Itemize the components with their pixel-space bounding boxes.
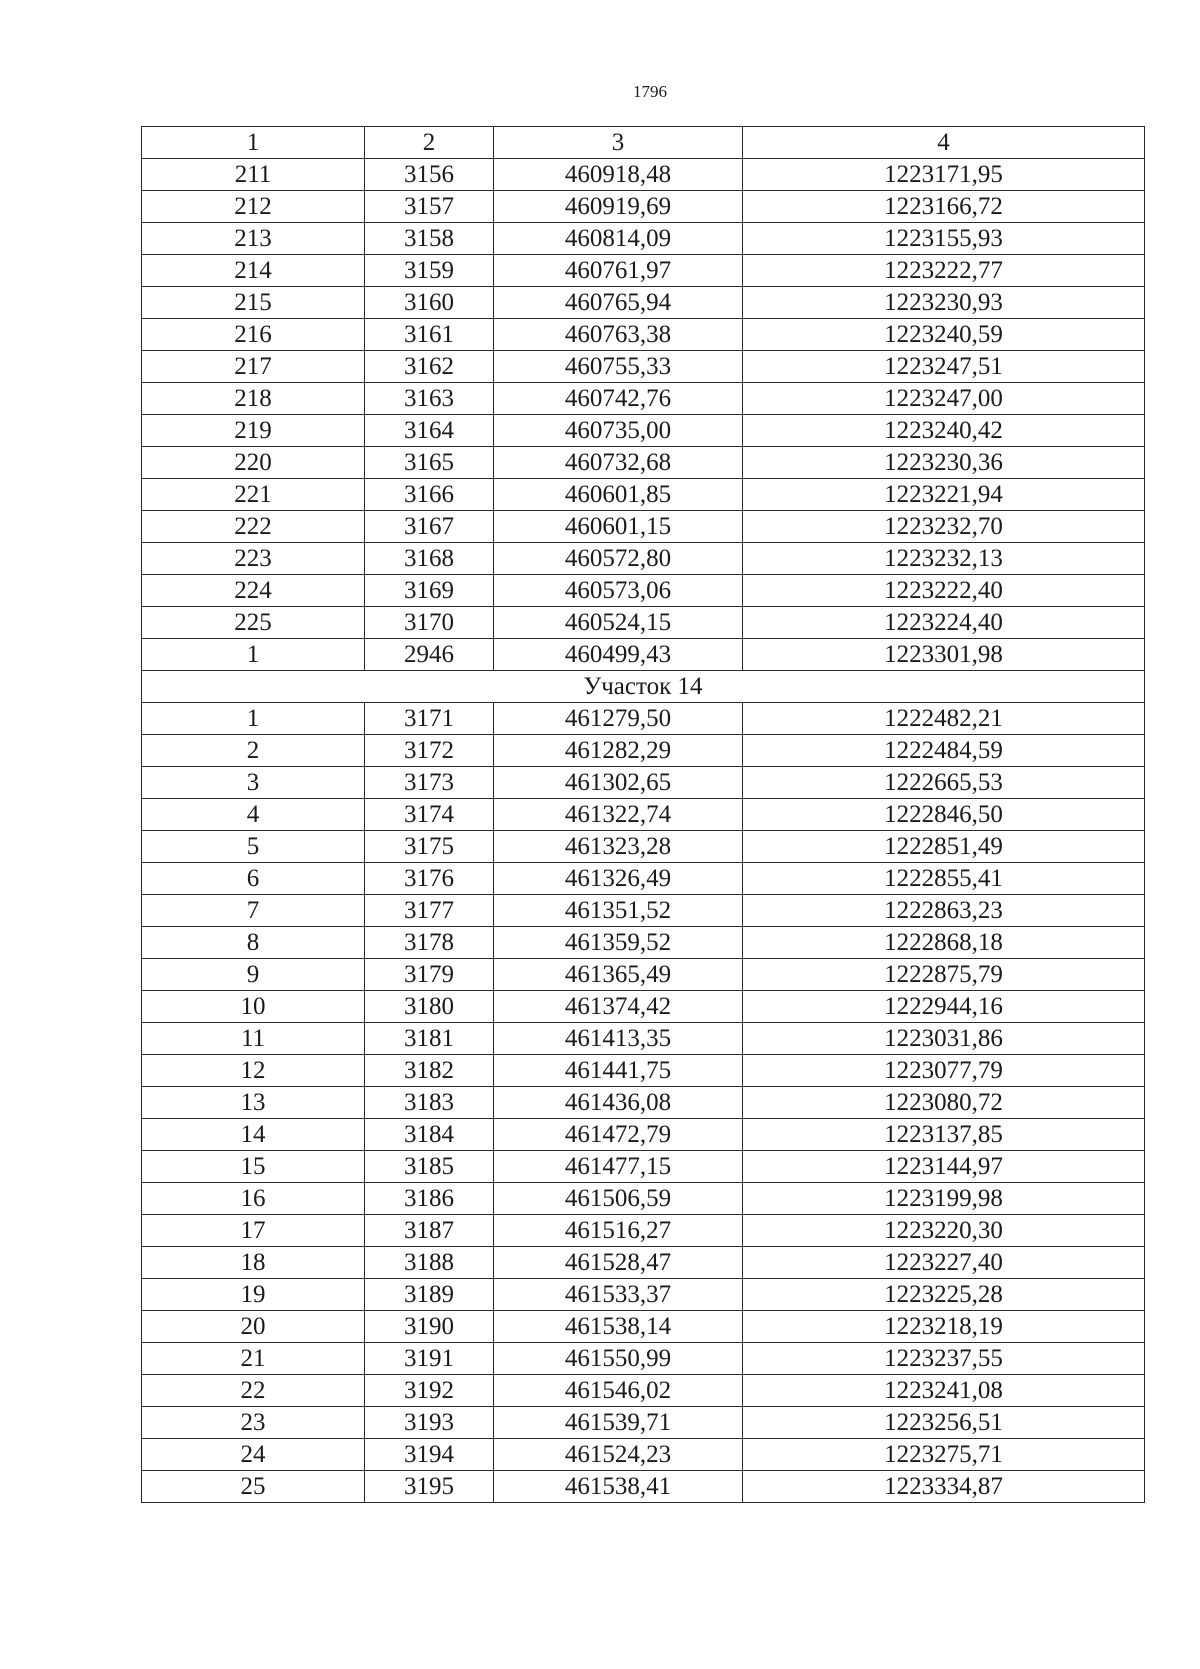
point-number-cell: 18: [142, 1247, 365, 1279]
table-row: [142, 927, 1145, 959]
x-coordinate-cell: 461282,29: [494, 735, 743, 767]
header-cell-3: 3: [494, 127, 743, 159]
y-coordinate-cell: 1223232,70: [743, 511, 1145, 543]
point-id-cell: 3161: [365, 319, 494, 351]
y-coordinate-cell: 1223227,40: [743, 1247, 1145, 1279]
x-coordinate-cell: 461279,50: [494, 703, 743, 735]
point-number-cell: 219: [142, 415, 365, 447]
y-coordinate-cell: 1222855,41: [743, 863, 1145, 895]
x-coordinate-cell: 460761,97: [494, 255, 743, 287]
point-id-cell: 3156: [365, 159, 494, 191]
table-row: [142, 479, 1145, 511]
y-coordinate-cell: 1223230,36: [743, 447, 1145, 479]
point-number-cell: 17: [142, 1215, 365, 1247]
point-number-cell: 11: [142, 1023, 365, 1055]
table-header-row: [142, 127, 1145, 159]
table-row: [142, 799, 1145, 831]
point-id-cell: 3190: [365, 1311, 494, 1343]
point-number-cell: 19: [142, 1279, 365, 1311]
y-coordinate-cell: 1223232,13: [743, 543, 1145, 575]
table-row: [142, 1183, 1145, 1215]
x-coordinate-cell: 461322,74: [494, 799, 743, 831]
point-number-cell: 7: [142, 895, 365, 927]
x-coordinate-cell: 460601,15: [494, 511, 743, 543]
point-number-cell: 211: [142, 159, 365, 191]
y-coordinate-cell: 1223275,71: [743, 1439, 1145, 1471]
point-number-cell: 225: [142, 607, 365, 639]
x-coordinate-cell: 460755,33: [494, 351, 743, 383]
point-id-cell: 3170: [365, 607, 494, 639]
x-coordinate-cell: 460572,80: [494, 543, 743, 575]
table-row: [142, 575, 1145, 607]
point-number-cell: 222: [142, 511, 365, 543]
x-coordinate-cell: 460763,38: [494, 319, 743, 351]
y-coordinate-cell: 1223240,42: [743, 415, 1145, 447]
point-number-cell: 5: [142, 831, 365, 863]
table-row: [142, 319, 1145, 351]
point-number-cell: 215: [142, 287, 365, 319]
x-coordinate-cell: 461546,02: [494, 1375, 743, 1407]
point-id-cell: 3163: [365, 383, 494, 415]
table-row: [142, 735, 1145, 767]
point-id-cell: 3186: [365, 1183, 494, 1215]
point-number-cell: 2: [142, 735, 365, 767]
y-coordinate-cell: 1223166,72: [743, 191, 1145, 223]
point-number-cell: 24: [142, 1439, 365, 1471]
x-coordinate-cell: 461374,42: [494, 991, 743, 1023]
point-number-cell: 13: [142, 1087, 365, 1119]
y-coordinate-cell: 1223222,77: [743, 255, 1145, 287]
x-coordinate-cell: 461323,28: [494, 831, 743, 863]
point-id-cell: 3182: [365, 1055, 494, 1087]
point-id-cell: 3181: [365, 1023, 494, 1055]
point-number-cell: 216: [142, 319, 365, 351]
point-id-cell: 3185: [365, 1151, 494, 1183]
y-coordinate-cell: 1223171,95: [743, 159, 1145, 191]
point-id-cell: 3179: [365, 959, 494, 991]
header-cell-1: 1: [142, 127, 365, 159]
table-row: [142, 991, 1145, 1023]
point-number-cell: 9: [142, 959, 365, 991]
point-number-cell: 214: [142, 255, 365, 287]
x-coordinate-cell: 460732,68: [494, 447, 743, 479]
y-coordinate-cell: 1222482,21: [743, 703, 1145, 735]
section-title: Участок 14: [142, 671, 1145, 703]
y-coordinate-cell: 1223237,55: [743, 1343, 1145, 1375]
table-row: [142, 703, 1145, 735]
point-number-cell: 25: [142, 1471, 365, 1503]
point-number-cell: 12: [142, 1055, 365, 1087]
point-number-cell: 218: [142, 383, 365, 415]
y-coordinate-cell: 1223240,59: [743, 319, 1145, 351]
y-coordinate-cell: 1223144,97: [743, 1151, 1145, 1183]
y-coordinate-cell: 1222851,49: [743, 831, 1145, 863]
point-id-cell: 3168: [365, 543, 494, 575]
table-row: [142, 895, 1145, 927]
x-coordinate-cell: 460601,85: [494, 479, 743, 511]
y-coordinate-cell: 1223137,85: [743, 1119, 1145, 1151]
table-row: [142, 415, 1145, 447]
x-coordinate-cell: 461359,52: [494, 927, 743, 959]
x-coordinate-cell: 461528,47: [494, 1247, 743, 1279]
table-row: [142, 1311, 1145, 1343]
point-number-cell: 23: [142, 1407, 365, 1439]
y-coordinate-cell: 1223221,94: [743, 479, 1145, 511]
x-coordinate-cell: 461351,52: [494, 895, 743, 927]
table-row: [142, 1215, 1145, 1247]
point-number-cell: 8: [142, 927, 365, 959]
table-row: [142, 1087, 1145, 1119]
point-id-cell: 3172: [365, 735, 494, 767]
point-number-cell: 212: [142, 191, 365, 223]
point-number-cell: 21: [142, 1343, 365, 1375]
x-coordinate-cell: 461413,35: [494, 1023, 743, 1055]
table-row: [142, 223, 1145, 255]
point-id-cell: 3192: [365, 1375, 494, 1407]
x-coordinate-cell: 461538,14: [494, 1311, 743, 1343]
table-row: [142, 1343, 1145, 1375]
y-coordinate-cell: 1222665,53: [743, 767, 1145, 799]
x-coordinate-cell: 461550,99: [494, 1343, 743, 1375]
x-coordinate-cell: 460499,43: [494, 639, 743, 671]
x-coordinate-cell: 461365,49: [494, 959, 743, 991]
table-row: [142, 1119, 1145, 1151]
point-id-cell: 3167: [365, 511, 494, 543]
table-row: [142, 287, 1145, 319]
point-id-cell: 3173: [365, 767, 494, 799]
table-row: [142, 543, 1145, 575]
point-id-cell: 3183: [365, 1087, 494, 1119]
point-id-cell: 3157: [365, 191, 494, 223]
x-coordinate-cell: 460765,94: [494, 287, 743, 319]
x-coordinate-cell: 461533,37: [494, 1279, 743, 1311]
point-id-cell: 3159: [365, 255, 494, 287]
y-coordinate-cell: 1223222,40: [743, 575, 1145, 607]
y-coordinate-cell: 1223080,72: [743, 1087, 1145, 1119]
y-coordinate-cell: 1223220,30: [743, 1215, 1145, 1247]
point-id-cell: 3165: [365, 447, 494, 479]
table-body: [142, 127, 1145, 1503]
table-row: [142, 639, 1145, 671]
point-number-cell: 3: [142, 767, 365, 799]
point-number-cell: 213: [142, 223, 365, 255]
point-id-cell: 3176: [365, 863, 494, 895]
point-id-cell: 3194: [365, 1439, 494, 1471]
y-coordinate-cell: 1223334,87: [743, 1471, 1145, 1503]
coordinates-table: [141, 126, 1145, 1503]
point-number-cell: 20: [142, 1311, 365, 1343]
point-id-cell: 3188: [365, 1247, 494, 1279]
point-id-cell: 3184: [365, 1119, 494, 1151]
point-id-cell: 3180: [365, 991, 494, 1023]
x-coordinate-cell: 461441,75: [494, 1055, 743, 1087]
table-row: [142, 831, 1145, 863]
point-number-cell: 22: [142, 1375, 365, 1407]
table-row: [142, 1023, 1145, 1055]
table-row: [142, 1471, 1145, 1503]
point-id-cell: 3195: [365, 1471, 494, 1503]
y-coordinate-cell: 1223247,00: [743, 383, 1145, 415]
table-row: [142, 1247, 1145, 1279]
point-number-cell: 217: [142, 351, 365, 383]
point-id-cell: 3164: [365, 415, 494, 447]
table-row: [142, 447, 1145, 479]
y-coordinate-cell: 1223256,51: [743, 1407, 1145, 1439]
point-number-cell: 224: [142, 575, 365, 607]
point-number-cell: 221: [142, 479, 365, 511]
y-coordinate-cell: 1222868,18: [743, 927, 1145, 959]
point-number-cell: 4: [142, 799, 365, 831]
point-number-cell: 1: [142, 639, 365, 671]
point-id-cell: 3171: [365, 703, 494, 735]
table-row: [142, 351, 1145, 383]
point-id-cell: 3187: [365, 1215, 494, 1247]
y-coordinate-cell: 1223218,19: [743, 1311, 1145, 1343]
point-number-cell: 10: [142, 991, 365, 1023]
point-number-cell: 223: [142, 543, 365, 575]
point-id-cell: 3189: [365, 1279, 494, 1311]
point-id-cell: 2946: [365, 639, 494, 671]
section-row: [142, 671, 1145, 703]
table-row: [142, 1151, 1145, 1183]
table-row: [142, 191, 1145, 223]
table-row: [142, 1375, 1145, 1407]
x-coordinate-cell: 460918,48: [494, 159, 743, 191]
x-coordinate-cell: 460919,69: [494, 191, 743, 223]
table-row: [142, 1439, 1145, 1471]
header-cell-2: 2: [365, 127, 494, 159]
x-coordinate-cell: 460573,06: [494, 575, 743, 607]
y-coordinate-cell: 1223155,93: [743, 223, 1145, 255]
y-coordinate-cell: 1223301,98: [743, 639, 1145, 671]
y-coordinate-cell: 1223077,79: [743, 1055, 1145, 1087]
table-row: [142, 383, 1145, 415]
table-row: [142, 1407, 1145, 1439]
table-row: [142, 863, 1145, 895]
y-coordinate-cell: 1223225,28: [743, 1279, 1145, 1311]
y-coordinate-cell: 1222484,59: [743, 735, 1145, 767]
point-number-cell: 14: [142, 1119, 365, 1151]
y-coordinate-cell: 1223031,86: [743, 1023, 1145, 1055]
x-coordinate-cell: 461516,27: [494, 1215, 743, 1247]
point-id-cell: 3177: [365, 895, 494, 927]
y-coordinate-cell: 1223224,40: [743, 607, 1145, 639]
point-id-cell: 3162: [365, 351, 494, 383]
x-coordinate-cell: 461477,15: [494, 1151, 743, 1183]
x-coordinate-cell: 461538,41: [494, 1471, 743, 1503]
table-row: [142, 607, 1145, 639]
point-id-cell: 3191: [365, 1343, 494, 1375]
table-row: [142, 1055, 1145, 1087]
point-id-cell: 3178: [365, 927, 494, 959]
x-coordinate-cell: 461539,71: [494, 1407, 743, 1439]
y-coordinate-cell: 1222944,16: [743, 991, 1145, 1023]
point-number-cell: 15: [142, 1151, 365, 1183]
page-number: 1796: [633, 82, 667, 101]
table-row: [142, 1279, 1145, 1311]
point-id-cell: 3175: [365, 831, 494, 863]
point-id-cell: 3169: [365, 575, 494, 607]
x-coordinate-cell: 461436,08: [494, 1087, 743, 1119]
x-coordinate-cell: 461472,79: [494, 1119, 743, 1151]
x-coordinate-cell: 461524,23: [494, 1439, 743, 1471]
table-row: [142, 511, 1145, 543]
y-coordinate-cell: 1223247,51: [743, 351, 1145, 383]
point-id-cell: 3166: [365, 479, 494, 511]
point-id-cell: 3193: [365, 1407, 494, 1439]
point-id-cell: 3174: [365, 799, 494, 831]
point-number-cell: 220: [142, 447, 365, 479]
y-coordinate-cell: 1222846,50: [743, 799, 1145, 831]
table-row: [142, 767, 1145, 799]
point-number-cell: 16: [142, 1183, 365, 1215]
table-row: [142, 159, 1145, 191]
x-coordinate-cell: 460735,00: [494, 415, 743, 447]
y-coordinate-cell: 1222875,79: [743, 959, 1145, 991]
x-coordinate-cell: 460524,15: [494, 607, 743, 639]
table-row: [142, 959, 1145, 991]
header-cell-4: 4: [743, 127, 1145, 159]
y-coordinate-cell: 1223199,98: [743, 1183, 1145, 1215]
point-id-cell: 3158: [365, 223, 494, 255]
y-coordinate-cell: 1222863,23: [743, 895, 1145, 927]
x-coordinate-cell: 461506,59: [494, 1183, 743, 1215]
point-number-cell: 6: [142, 863, 365, 895]
table-row: [142, 255, 1145, 287]
x-coordinate-cell: 460814,09: [494, 223, 743, 255]
y-coordinate-cell: 1223241,08: [743, 1375, 1145, 1407]
point-number-cell: 1: [142, 703, 365, 735]
x-coordinate-cell: 461326,49: [494, 863, 743, 895]
x-coordinate-cell: 461302,65: [494, 767, 743, 799]
y-coordinate-cell: 1223230,93: [743, 287, 1145, 319]
point-id-cell: 3160: [365, 287, 494, 319]
x-coordinate-cell: 460742,76: [494, 383, 743, 415]
